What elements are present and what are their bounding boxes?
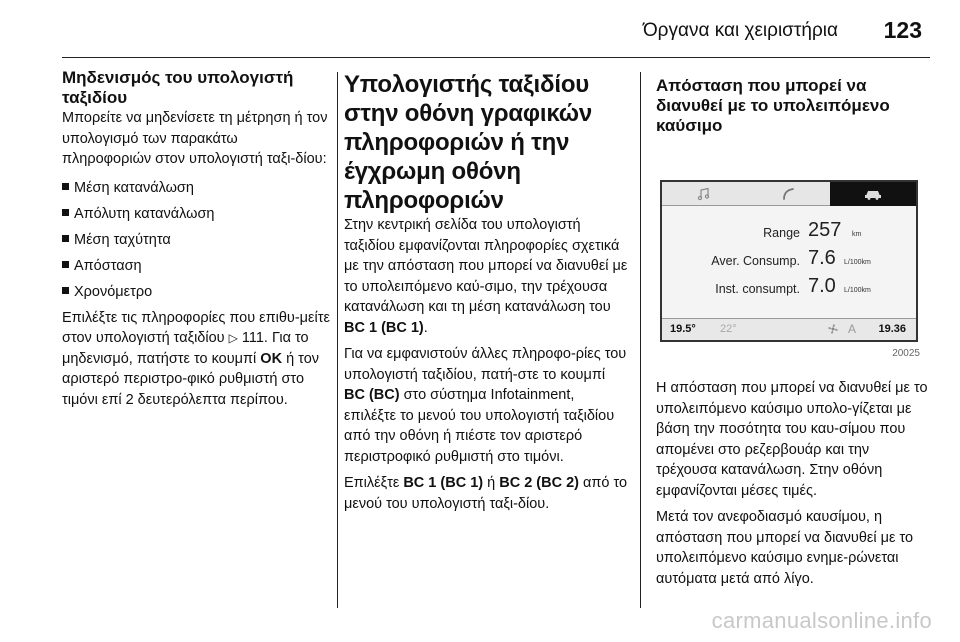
phone-tab <box>746 182 830 206</box>
auto-mode-indicator: A <box>848 322 857 336</box>
clock: 19.36 <box>878 323 906 335</box>
paragraph: Για να εμφανιστούν άλλες πληροφο-ρίες του υπολογιστή ταξιδίου, πατή-στε το κουμπί BC (BC) στο σύστημα Infotainment, επιλέξτε το μενού του υπολογιστή ταξιδίου από την οθόνη ή πιέστε τον αριστερό περιστροφικό ρυθμιστή στο τιμόνι. <box>344 346 627 465</box>
section-heading: Μηδενισμός του υπολογιστή ταξιδίου <box>62 68 294 107</box>
average-consumption-row: Aver. Consump. 7.6 L/100km <box>711 247 871 269</box>
page-number: 123 <box>883 17 922 43</box>
paragraph: Μπορείτε να μηδενίσετε τη μέτρηση ή τον υπολογισμό των παρακάτω πληροφοριών στον υπολογιστή ταξι-δίου: <box>62 110 328 167</box>
info-display-screen <box>660 180 918 342</box>
display-tab-bar <box>662 182 916 206</box>
section-heading: Απόσταση που μπορεί να διανυθεί με το υπολειπόμενο καύσιμο <box>656 76 890 135</box>
paragraph: Επιλέξτε τις πληροφορίες που επιθυ-μείτε στον υπολογιστή ταξιδίου ▷ 111. Για το μηδενισμό, πατήστε το κουμπί OK ή τον αριστερό περιστρο-φικό ρυθμιστή στο τιμόνι επί 2 δευτερόλεπτα περίπου. <box>62 309 330 408</box>
page-reference[interactable]: 111 <box>241 330 264 346</box>
instant-consumption-row: Inst. consumpt. 7.0 L/100km <box>715 275 871 297</box>
list-item: Χρονόμετρο <box>62 282 330 302</box>
set-temperature: 22° <box>720 323 737 335</box>
status-bar <box>662 318 916 340</box>
list-item: Απόλυτη κατανάλωση <box>62 204 330 224</box>
column-range <box>656 68 928 589</box>
outside-temperature: 19.5° <box>670 323 696 335</box>
figure-code: 20025 <box>892 348 920 359</box>
column-divider <box>640 72 641 608</box>
range-row: Range 257 km <box>763 219 862 241</box>
info-list <box>62 178 330 302</box>
phone-icon <box>781 187 795 201</box>
bullet-icon <box>62 261 69 268</box>
fan-icon <box>826 322 840 339</box>
bullet-icon <box>62 287 69 294</box>
list-item: Μέση κατανάλωση <box>62 178 330 198</box>
column-reset-trip-computer <box>62 68 330 410</box>
ok-button-label: OK <box>260 350 283 367</box>
bullet-icon <box>62 235 69 242</box>
page-reference-arrow-icon: ▷ <box>228 331 238 345</box>
paragraph: Η απόσταση που μπορεί να διανυθεί με το υπολειπόμενο καύσιμο υπολο-γίζεται με βάση την ποσότητα του καυ-σίμου που απομένει στο ρεζερβουάρ και την τρέχουσα κατανάλωση. Στην οθόνη εμφανίζονται μέσες τιμές. <box>656 380 928 499</box>
paragraph: Στην κεντρική σελίδα του υπολογιστή ταξιδίου εμφανίζονται πληροφορίες σχετικά με την απόσταση που μπορεί να διανυθεί με το υπολειπόμενο καύ-σιμο, την τρέχουσα κατανάλωση και τη μέση κατανάλωση του BC 1 (BC 1). <box>344 217 628 336</box>
list-item: Απόσταση <box>62 256 330 276</box>
car-icon <box>864 187 882 201</box>
audio-tab <box>662 182 746 206</box>
watermark: carmanualsonline.info <box>711 608 932 633</box>
bullet-icon <box>62 209 69 216</box>
display-figure <box>656 168 928 378</box>
page-header <box>62 0 930 58</box>
music-note-icon <box>697 187 711 201</box>
list-item: Μέση ταχύτητα <box>62 230 330 250</box>
column-trip-computer-display <box>344 68 628 514</box>
bullet-icon <box>62 183 69 190</box>
paragraph: Μετά τον ανεφοδιασμό καυσίμου, η απόσταση που μπορεί να διανυθεί με το υπολειπόμενο καύσιμο ενημε-ρώνεται αυτόματα μετά από λίγο. <box>656 509 914 587</box>
vehicle-tab <box>830 182 916 206</box>
chapter-title: Όργανα και χειριστήρια <box>642 20 838 41</box>
section-heading: Υπολογιστής ταξιδίου στην οθόνη γραφικών πληροφοριών ή την έγχρωμη οθόνη πληροφοριών <box>344 71 592 214</box>
column-divider <box>337 72 338 608</box>
paragraph: Επιλέξτε BC 1 (BC 1) ή BC 2 (BC 2) από το μενού του υπολογιστή ταξι-δίου. <box>344 475 628 512</box>
